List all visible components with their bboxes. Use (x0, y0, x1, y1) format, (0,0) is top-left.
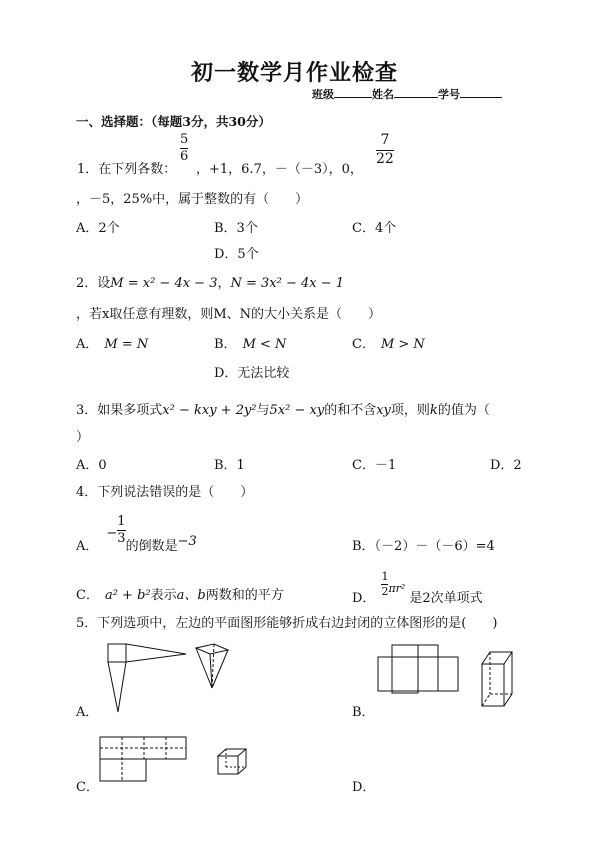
q4-option-d[interactable]: D． $\frac{1}{2}$ πr² 是2次单项式 (352, 570, 483, 606)
q3-stem-end: ） (76, 430, 90, 445)
q1-option-b[interactable]: B．3个 (214, 221, 258, 236)
q5-option-c[interactable]: C． (76, 780, 99, 795)
q2-option-b[interactable]: B． M < N (214, 337, 287, 352)
q1-stem-mid: ，+1，6.7，－（－3），0， (196, 162, 363, 177)
q1-option-d[interactable]: D．5个 (214, 247, 259, 262)
q5-b-net-figure (376, 643, 462, 695)
q1-frac-a: $\frac{5}{6}$ (180, 132, 189, 165)
q2-stem: 2．设M = x² − 4x − 3，N = 3x² − 4x − 1 (76, 276, 345, 291)
q1-stem: 1．在下列各数： (77, 162, 177, 177)
class-blank[interactable] (334, 87, 372, 98)
q5-stem: 5．下列选项中，左边的平面图形能够折成右边封闭的立体图形的是( ) (76, 616, 498, 631)
q5-c-net-figure (98, 735, 190, 783)
q1-option-c[interactable]: C．4个 (352, 221, 397, 236)
q5-c-solid-figure (214, 746, 250, 778)
q4-option-a[interactable]: A． − $\frac{1}{3}$ 的倒数是 −3 (76, 513, 197, 554)
page-title: 初一数学月作业检查 (191, 60, 399, 86)
q5-a-solid-figure (190, 640, 240, 692)
q3-option-a[interactable]: A．0 (76, 458, 107, 473)
q2-option-d[interactable]: D．无法比较 (214, 366, 290, 381)
q3-expr-1: x² − kxy + 2y² (162, 403, 257, 418)
q3-expr-2: 5x² − xy (269, 403, 325, 418)
q4-stem: 4．下列说法错误的是（ ） (76, 485, 254, 500)
q3-stem: 3．如果多项式x² − kxy + 2y²与5x² − xy的和不含xy项，则k的值为（ (76, 403, 490, 418)
q4-d-fraction: $\frac{1}{2}$ (381, 570, 389, 598)
q2-stem-2: ，若x取任意有理数，则M、N的大小关系是（ ） (76, 307, 382, 322)
q4-option-c[interactable]: C． a² + b²表示a、b两数和的平方 (76, 588, 284, 603)
q2-expr-m: M = x² − 4x − 3 (110, 276, 218, 291)
q2-expr-n: N = 3x² − 4x − 1 (230, 276, 345, 291)
q4-a-fraction: $\frac{1}{3}$ (117, 513, 126, 546)
name-label: 姓名 (372, 88, 394, 101)
q4-option-b[interactable]: B．（－2）－（－6）=4 (352, 539, 495, 554)
q3-option-d[interactable]: D．2 (490, 458, 522, 473)
class-label: 班级 (312, 88, 334, 101)
id-label: 学号 (438, 88, 460, 101)
q1-option-a[interactable]: A．2个 (76, 221, 120, 236)
q2-option-c[interactable]: C． M > N (352, 337, 425, 352)
q5-b-solid-figure (478, 648, 518, 710)
q5-option-b[interactable]: B． (352, 705, 375, 720)
id-blank[interactable] (460, 87, 502, 98)
q3-option-c[interactable]: C．－1 (352, 458, 397, 473)
q5-a-net-figure (98, 640, 188, 715)
q1-stem-2: ，－5，25%中，属于整数的有（ ） (76, 192, 309, 207)
q3-option-b[interactable]: B．1 (214, 458, 245, 473)
q5-option-d[interactable]: D． (352, 780, 376, 795)
section-heading: 一、选择题：（每题3分，共30分） (76, 114, 271, 129)
header-fields (312, 86, 502, 102)
name-blank[interactable] (394, 87, 438, 98)
q1-frac-b: $\frac{7}{22}$ (376, 132, 394, 167)
q5-option-a[interactable]: A． (76, 705, 99, 720)
q2-option-a[interactable]: A． M = N (76, 337, 149, 352)
